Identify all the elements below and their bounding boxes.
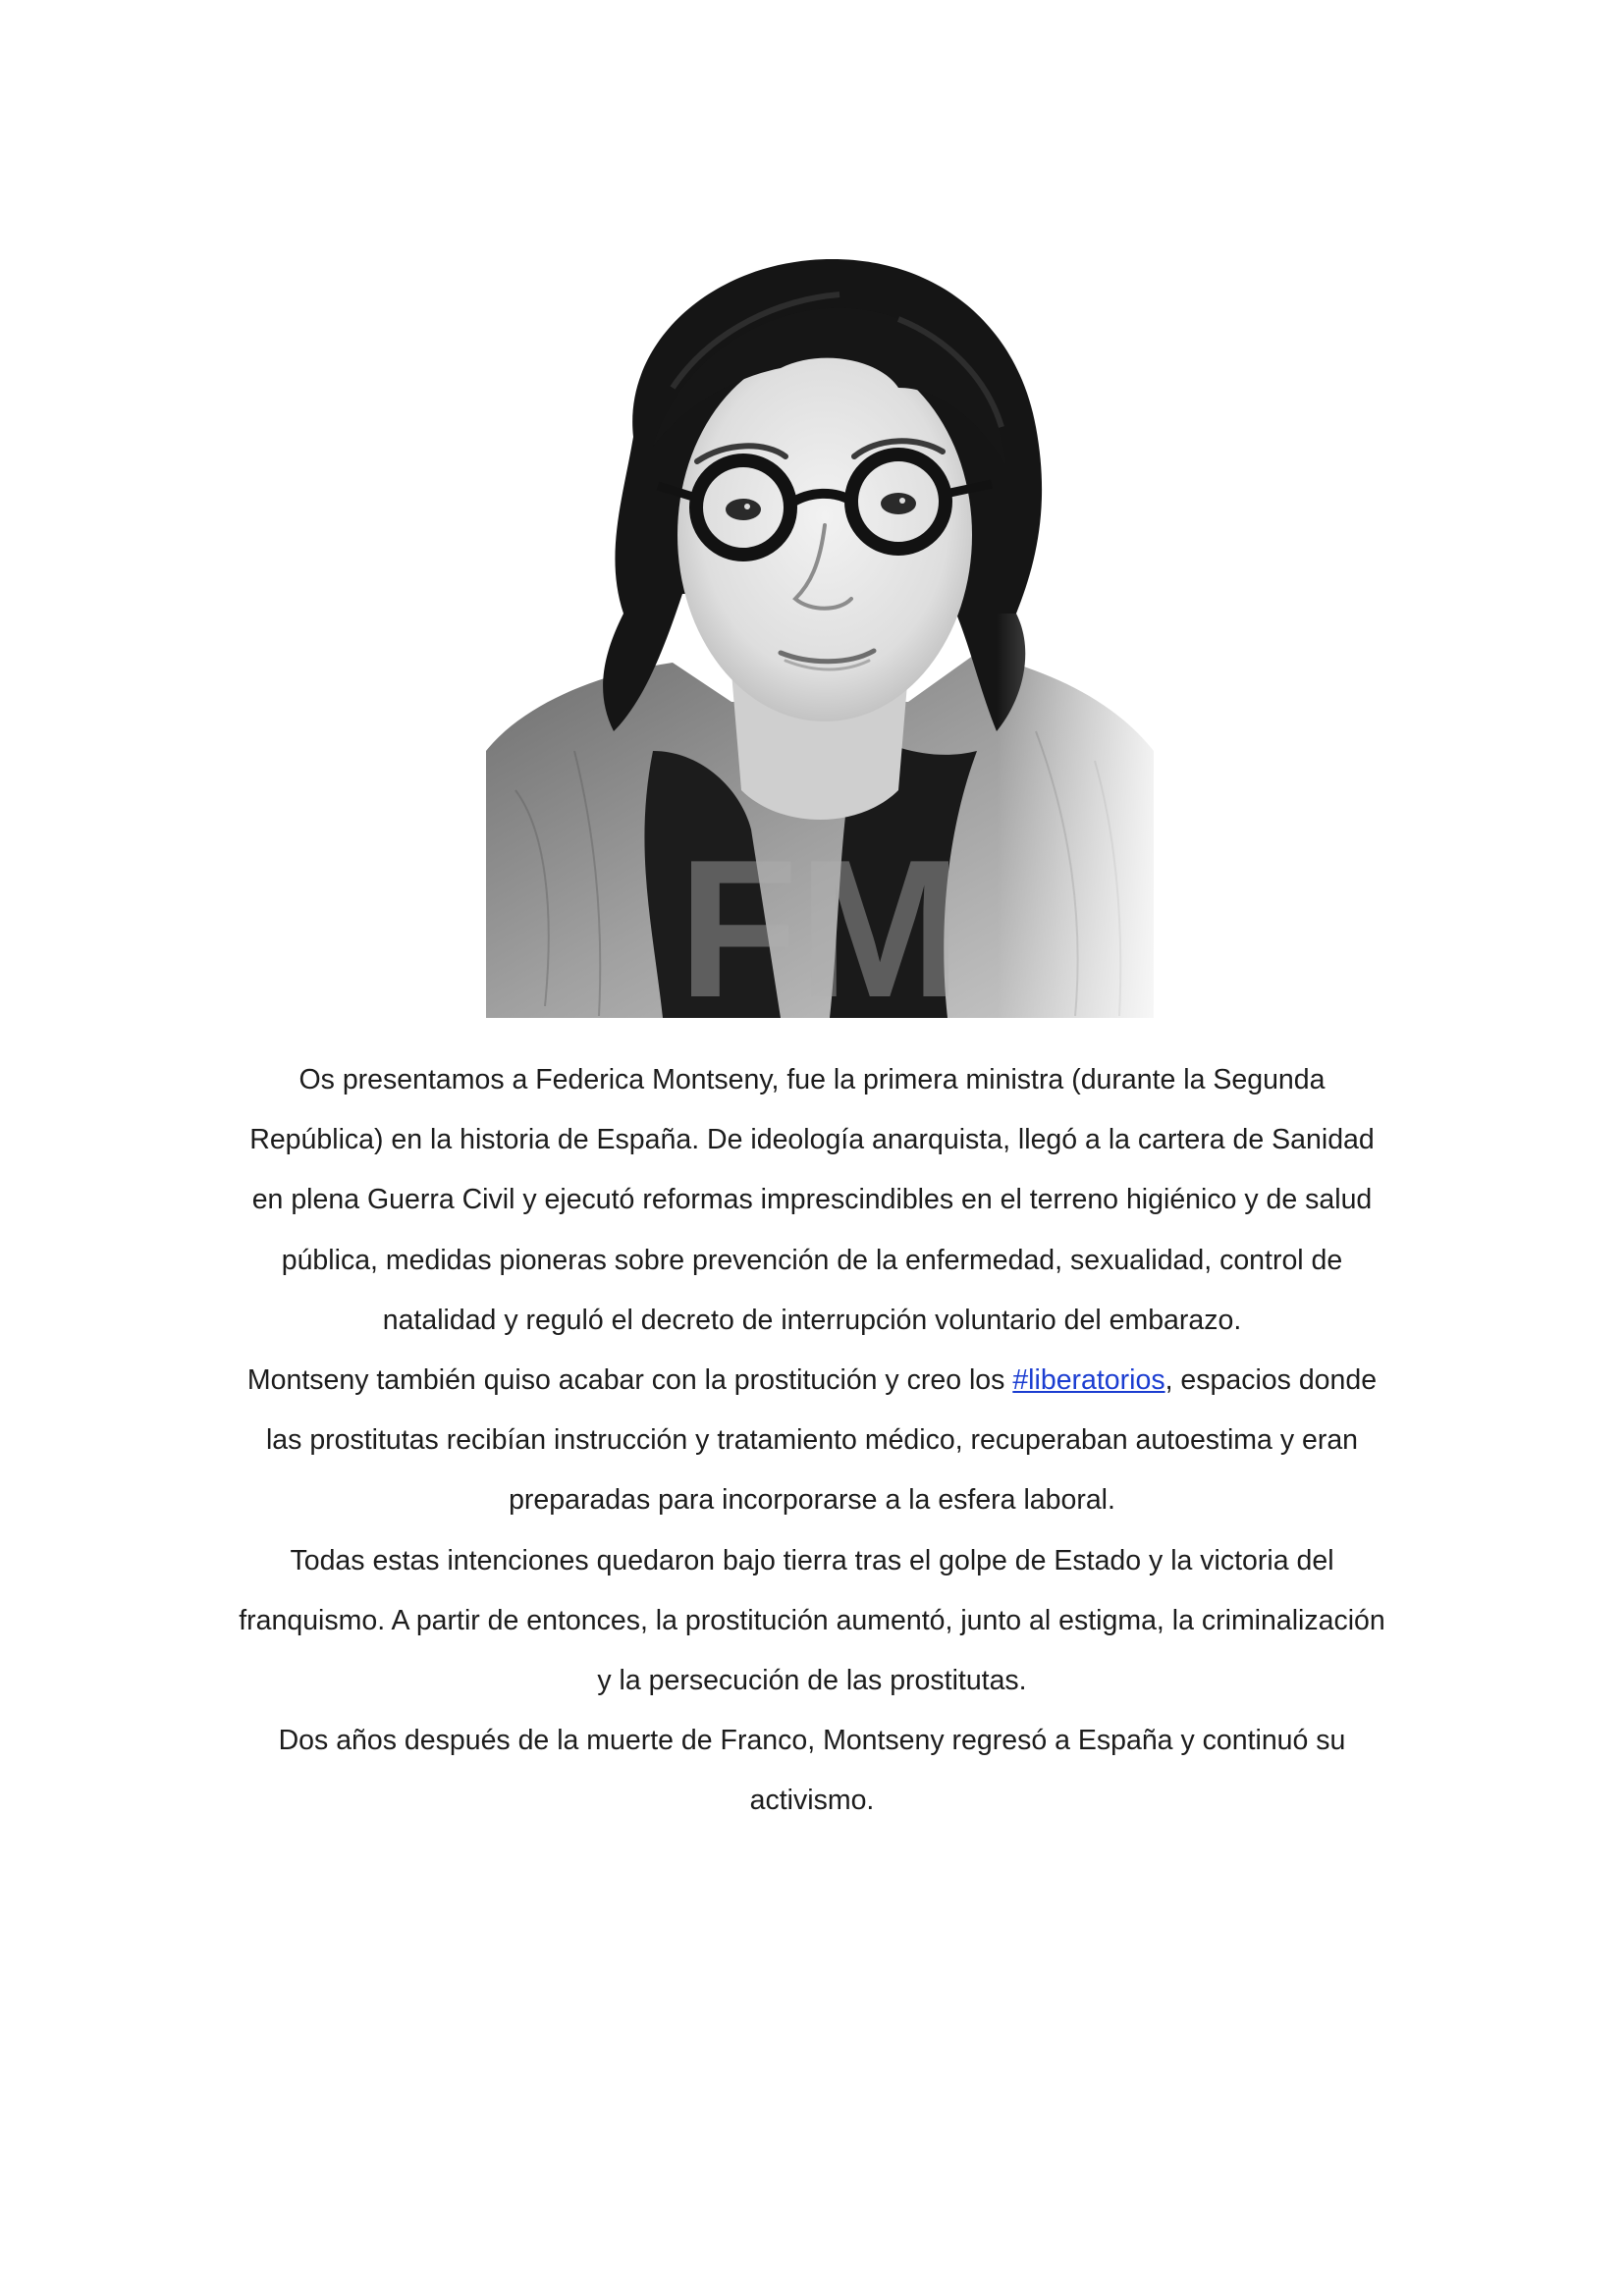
liberatorios-hashtag-link[interactable]: #liberatorios: [1012, 1364, 1165, 1397]
paragraph-return: Dos años después de la muerte de Franco, Montseny regresó a España y continuó su activismo.: [278, 1725, 1346, 1817]
paragraph-liberatorios-end: , espacios donde las prostitutas recibían instrucción y tratamiento médico, recuperaban autoestima y eran preparadas para incorporarse a la esfera laboral.: [265, 1364, 1378, 1517]
watermark-text: FM: [677, 820, 962, 1018]
portrait-photo: [486, 240, 1154, 1018]
paragraph-intro: Os presentamos a Federica Montseny, fue la primera ministra (durante la Segunda República) en la historia de España. De ideología anarquista, llegó a la cartera de Sanidad en plena Guerra Civil y ejecutó reformas imprescindibles en el terreno higiénico y de salud pública, medidas pioneras sobre prevención de la enfermedad, sexualidad, control de natalidad y reguló el decreto de interrupción voluntario del embarazo.: [249, 1064, 1375, 1336]
portrait-illustration: [486, 240, 1154, 1018]
paragraph-liberatorios: [236, 1351, 1388, 1531]
paragraph-franquismo: Todas estas intenciones quedaron bajo tierra tras el golpe de Estado y la victoria del franquismo. A partir de entonces, la prostitución aumentó, junto al estigma, la criminalización y la persecución de las prostitutas.: [239, 1544, 1385, 1697]
paragraph-liberatorios-start: Montseny también quiso acabar con la prostitución y creo los: [246, 1364, 1013, 1397]
article-body: [236, 1050, 1388, 1832]
